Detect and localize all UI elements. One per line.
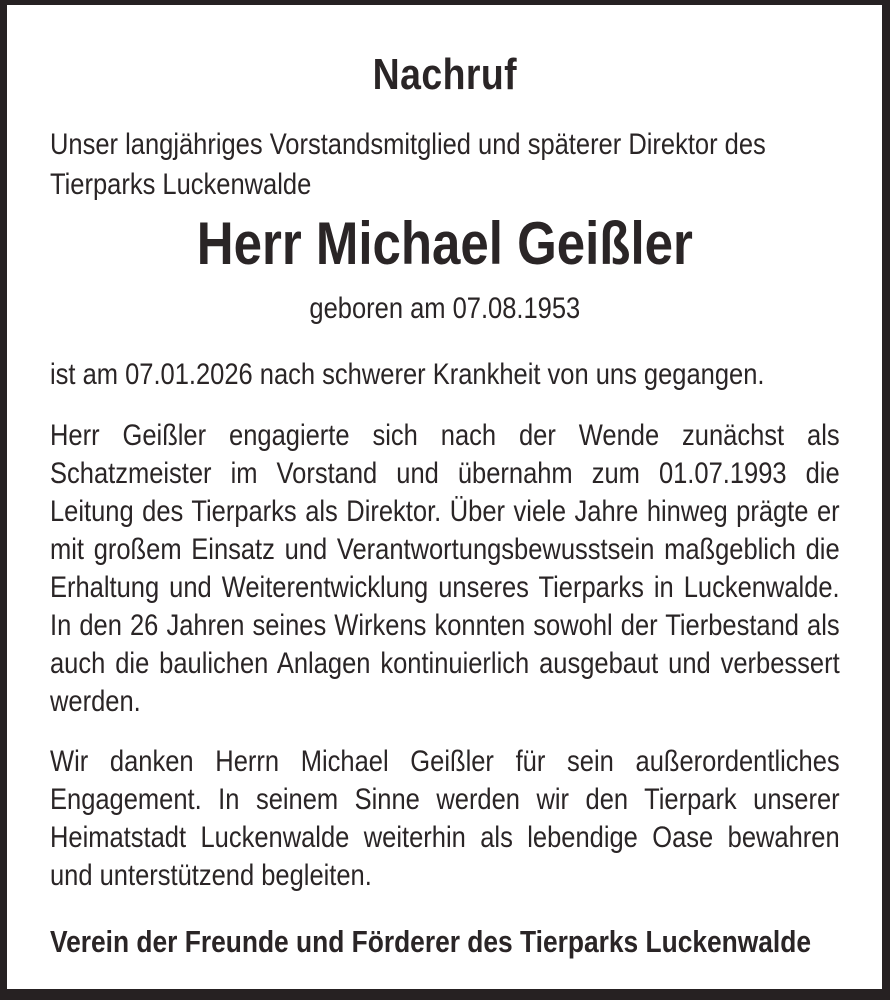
birth-date-line: geboren am 07.08.1953 [309,292,581,325]
death-date-line: ist am 07.01.2026 nach schwerer Krankheit von uns gegangen. [50,358,765,391]
tribute-paragraph-1: Herr Geißler engagierte sich nach der Wende zunächst als Schatzmeister im Vorstand und übernahm zum 01.07.1993 die Leitung des Tierparks als Direktor. Über viele Jahre hinweg prägte er mit großem Einsatz und Verantwortungsbewusstsein maßgeblich die Erhaltung und Weiterentwicklung unseres Tierparks in Luckenwalde. In den 26 Jahren seines Wirkens konnten sowohl der Tierbestand als auch die baulichen Anlagen kontinuierlich ausgebaut und verbessert werden. [50,419,840,718]
notice-title: Nachruf [372,50,517,99]
deceased-name: Herr Michael Geißler [196,210,693,277]
signature-text: Verein der Freunde und Förderer des Tierparks Luckenwalde [50,924,811,959]
tribute-paragraph-2: Wir danken Herrn Michael Geißler für sein außerordentliches Engagement. In seinem Sinne werden wir den Tierpark unserer Heimatstadt Luckenwalde weiterhin als lebendige Oase bewahren und unterstützend begleiten. [50,745,840,892]
text-block [50,51,840,895]
intro-text: Unser langjähriges Vorstandsmitglied und späterer Direktor des Tierparks Luckenwalde [50,128,766,201]
signature-block [50,922,840,962]
notice-content [7,5,882,895]
